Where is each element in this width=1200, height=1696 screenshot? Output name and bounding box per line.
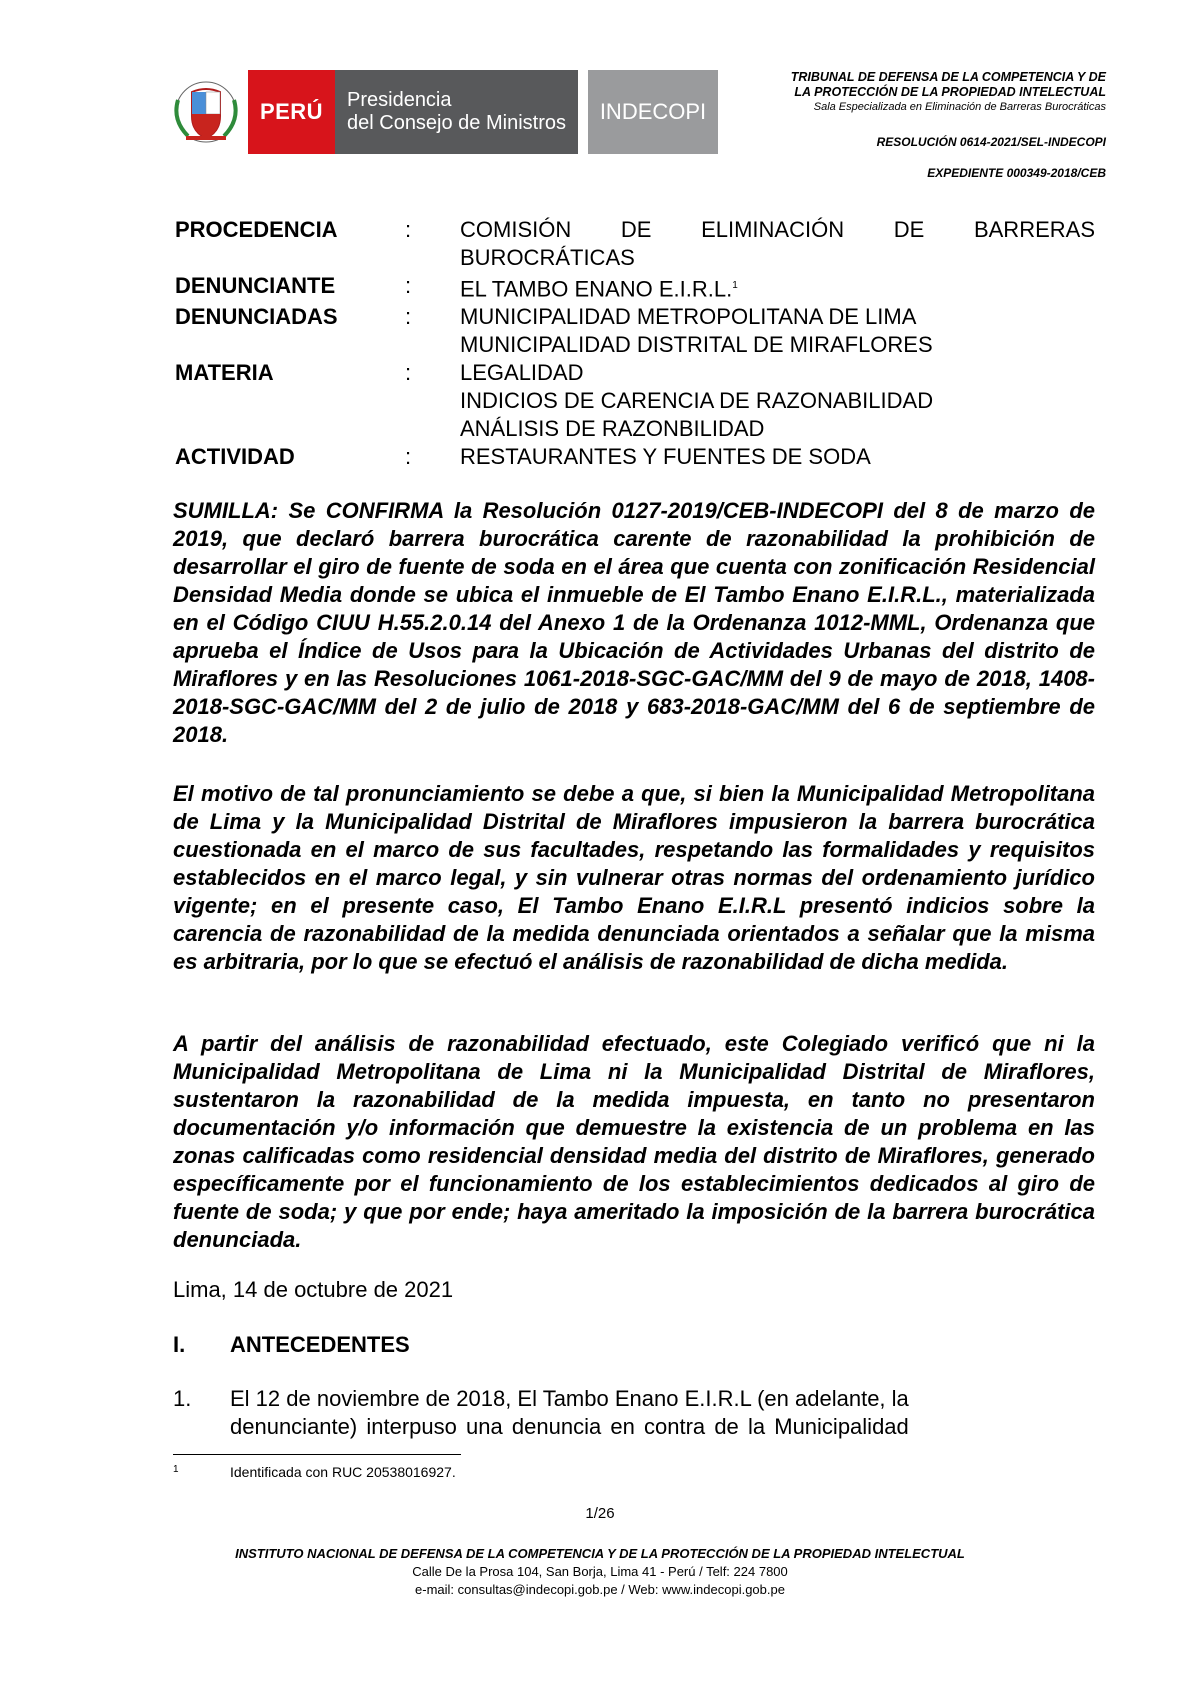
document-date: Lima, 14 de octubre de 2021 <box>173 1277 454 1302</box>
case-info <box>175 216 1095 471</box>
sumilla-paragraph: SUMILLA: Se CONFIRMA la Resolución 0127-2019/CEB-INDECOPI del 8 de marzo de 2019, que declaró barrera burocrática carente de razonabilidad la prohibición de desarrollar el giro de fuente de soda en el área que cuenta con zonificación Residencial Densidad Media donde se ubica el inmueble de El Tambo Enano E.I.R.L., materializada en el Código CIUU H.55.2.0.14 del Anexo 1 de la Ordenanza 1012-MML, Ordenanza que aprueba el Índice de Usos para la Ubicación de Actividades Urbanas del distrito de Miraflores y en las Resoluciones 1061-2018-SGC-GAC/MM del 9 de mayo de 2018, 1408-2018-SGC-GAC/MM del 2 de julio de 2018 y 683-2018-GAC/MM del 6 de septiembre de 2018. <box>173 498 1095 747</box>
info-value-line: ANÁLISIS DE RAZONBILIDAD <box>460 416 765 442</box>
info-value-line: LEGALIDAD <box>460 360 584 386</box>
info-label: PROCEDENCIA <box>175 217 338 242</box>
info-denunciadas <box>175 303 1095 359</box>
peru-coat-of-arms-icon <box>164 70 248 154</box>
info-value-line: EL TAMBO ENANO E.I.R.L. <box>460 276 733 302</box>
info-colon: : <box>405 217 412 242</box>
footnote-mark: 1 <box>173 1464 179 1475</box>
footnote-text: Identificada con RUC 20538016927. <box>230 1464 456 1480</box>
info-label: ACTIVIDAD <box>175 444 295 470</box>
info-colon: : <box>405 273 412 298</box>
pcm-line-1: Presidencia <box>347 89 452 111</box>
info-value <box>460 359 1095 443</box>
pcm-line-2: del Consejo de Ministros <box>347 112 566 134</box>
info-actividad <box>175 443 1095 471</box>
info-denunciante <box>175 272 1095 303</box>
list-item <box>173 1385 1095 1441</box>
footer-address: Calle De la Prosa 104, San Borja, Lima 41 - Perú / Telf: 224 7800 <box>412 1564 788 1579</box>
section-heading <box>173 1332 410 1358</box>
resolucion-number: RESOLUCIÓN 0614-2021/SEL-INDECOPI <box>876 135 1106 149</box>
page-footer <box>0 1545 1200 1599</box>
info-value: RESTAURANTES Y FUENTES DE SODA <box>460 444 871 470</box>
header-right <box>791 70 1106 180</box>
info-label: DENUNCIANTE <box>175 273 336 298</box>
info-colon: : <box>405 304 412 330</box>
expediente-number: EXPEDIENTE 000349-2018/CEB <box>927 166 1106 180</box>
info-value-line: COMISIÓN DE ELIMINACIÓN DE BARRERAS <box>460 217 1095 242</box>
item-text-line: denunciante) interpuso una denuncia en contra de la Municipalidad <box>230 1414 909 1439</box>
info-label: MATERIA <box>175 360 274 386</box>
footer-institution: INSTITUTO NACIONAL DE DEFENSA DE LA COMPETENCIA Y DE LA PROTECCIÓN DE LA PROPIEDAD INTELECTUAL <box>235 1546 965 1561</box>
section-number: I. <box>173 1332 186 1357</box>
info-colon: : <box>405 360 412 386</box>
logo-bar <box>164 70 718 154</box>
analisis-paragraph: A partir del análisis de razonabilidad efectuado, este Colegiado verificó que ni la Municipalidad Metropolitana de Lima ni la Municipalidad Distrital de Miraflores, sustentaron la razonabilidad de la medida impuesta, en tanto no presentaron documentación y/o información que demuestre la existencia de un problema en las zonas calificadas como residencial densidad media del distrito de Miraflores, generado específicamente por el funcionamiento de los establecimientos dedicados al giro de fuente de soda; y que por ende; haya ameritado la imposición de la barrera burocrática denunciada. <box>173 1031 1095 1252</box>
info-value-line: MUNICIPALIDAD DISTRITAL DE MIRAFLORES <box>460 332 933 358</box>
item-text-line: El 12 de noviembre de 2018, El Tambo Enano E.I.R.L (en adelante, la <box>230 1386 909 1411</box>
item-text <box>230 1385 909 1441</box>
info-value <box>460 216 1095 272</box>
pcm-logo-block <box>335 70 578 154</box>
sala-name: Sala Especializada en Eliminación de Barreras Burocráticas <box>813 101 1106 113</box>
info-value-line: MUNICIPALIDAD METROPOLITANA DE LIMA <box>460 304 917 330</box>
page-number: 1/26 <box>585 1505 615 1522</box>
info-colon: : <box>405 444 412 470</box>
info-value <box>460 272 1095 303</box>
peru-logo-block: PERÚ <box>248 70 335 154</box>
tribunal-line-1: TRIBUNAL DE DEFENSA DE LA COMPETENCIA Y DE <box>790 70 1106 84</box>
indecopi-logo-block: INDECOPI <box>588 70 718 154</box>
footer-contact: e-mail: consultas@indecopi.gob.pe / Web: www.indecopi.gob.pe <box>415 1582 785 1597</box>
info-value-line: INDICIOS DE CARENCIA DE RAZONABILIDAD <box>460 388 934 414</box>
section-title: ANTECEDENTES <box>230 1332 410 1357</box>
footnote <box>173 1464 456 1480</box>
footnote-ref: 1 <box>732 280 738 291</box>
info-label: DENUNCIADAS <box>175 304 338 330</box>
info-value-line: BUROCRÁTICAS <box>460 245 635 270</box>
footnote-divider <box>173 1454 461 1455</box>
motivo-paragraph: El motivo de tal pronunciamiento se debe a que, si bien la Municipalidad Metropolitana de Lima y la Municipalidad Distrital de Miraflores impusieron la barrera burocrática cuestionada en el marco de sus facultades, respetando las formalidades y requisitos establecidos en el marco legal, y sin vulnerar otras normas del ordenamiento jurídico vigente; en el presente caso, El Tambo Enano E.I.R.L presentó indicios sobre la carencia de razonabilidad de la medida denunciada orientados a señalar que la misma es arbitraria, por lo que se efectuó el análisis de razonabilidad de dicha medida. <box>173 781 1095 974</box>
info-materia <box>175 359 1095 443</box>
info-value <box>460 303 1095 359</box>
item-number: 1. <box>173 1386 192 1411</box>
info-procedencia <box>175 216 1095 272</box>
tribunal-line-2: LA PROTECCIÓN DE LA PROPIEDAD INTELECTUAL <box>794 85 1106 99</box>
